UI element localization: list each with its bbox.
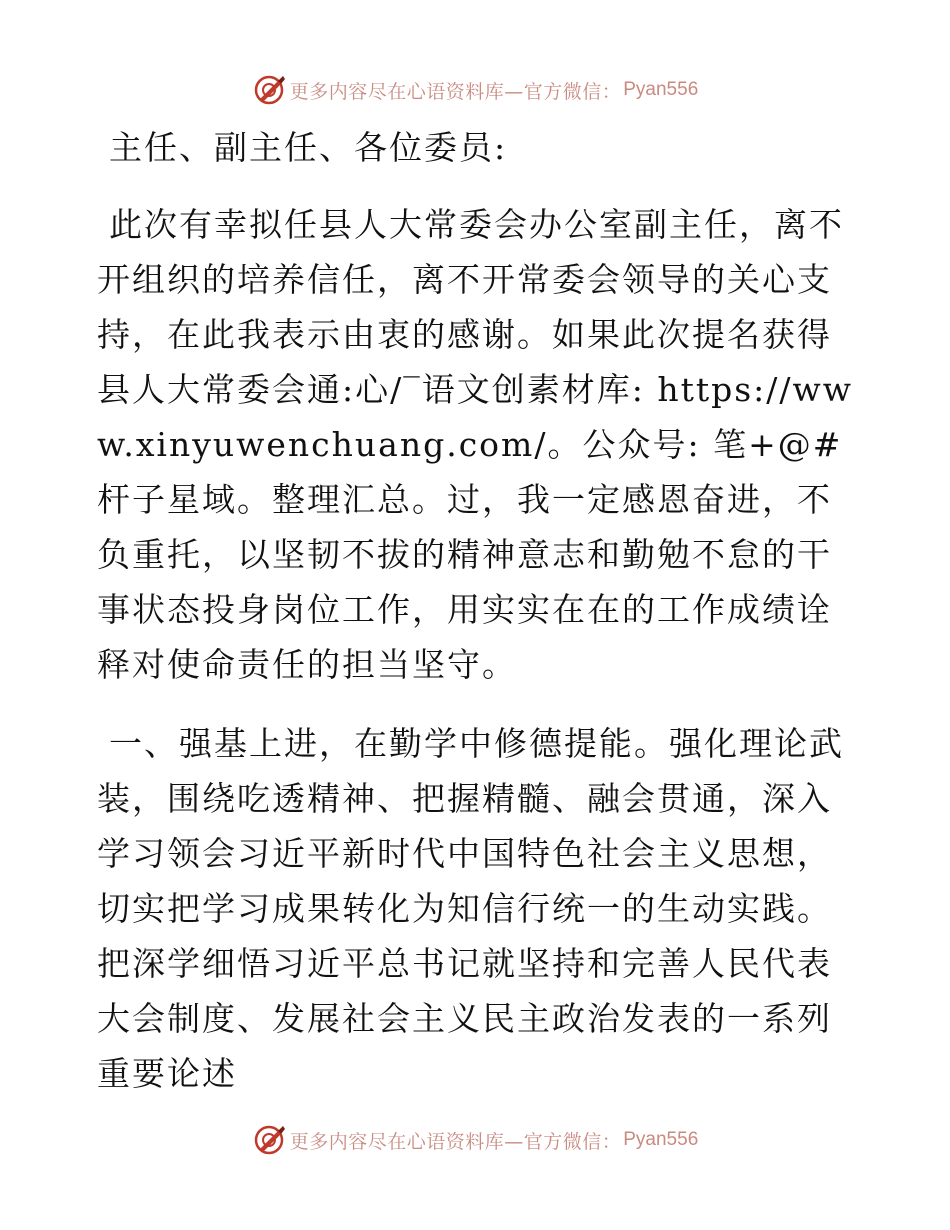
logo-icon (252, 1123, 286, 1157)
watermark-wechat-id: Pyan556 (623, 1129, 699, 1150)
watermark-footer (0, 1120, 950, 1160)
watermark-text: 更多内容尽在心语资料库—官方微信： (289, 1130, 622, 1153)
paragraph-1: 此次有幸拟任县人大常委会办公室副主任，离不开组织的培养信任，离不开常委会领导的关心支持，在此我表示由衷的感谢。如果此次提名获得县人大常委会通:心/‾语文创素材库: https://www.xinyuwenchuang.com/。公众号: 笔+@#杆子星域。整理汇总。过，我一定感恩奋进，不负重托，以坚韧不拔的精神意志和勤勉不怠的干事状态投身岗位工作，用实实在在的工作成绩诠释对使命责任的担当坚守。 (97, 205, 854, 684)
watermark-header (0, 70, 950, 110)
salutation: 主任、副主任、各位委员: (109, 128, 508, 167)
logo-icon (252, 73, 286, 107)
watermark-text: 更多内容尽在心语资料库—官方微信： (289, 80, 622, 103)
paragraph-2: 一、强基上进，在勤学中修德提能。强化理论武装，围绕吃透精神、把握精髓、融会贯通，深入学习领会习近平新时代中国特色社会主义思想，切实把学习成果转化为知信行统一的生动实践。把深学细悟习近平总书记就坚持和完善人民代表大会制度、发展社会主义民主政治发表的一系列重要论述 (97, 724, 844, 1093)
document-body (97, 120, 857, 1101)
watermark-wechat-id: Pyan556 (623, 79, 699, 100)
